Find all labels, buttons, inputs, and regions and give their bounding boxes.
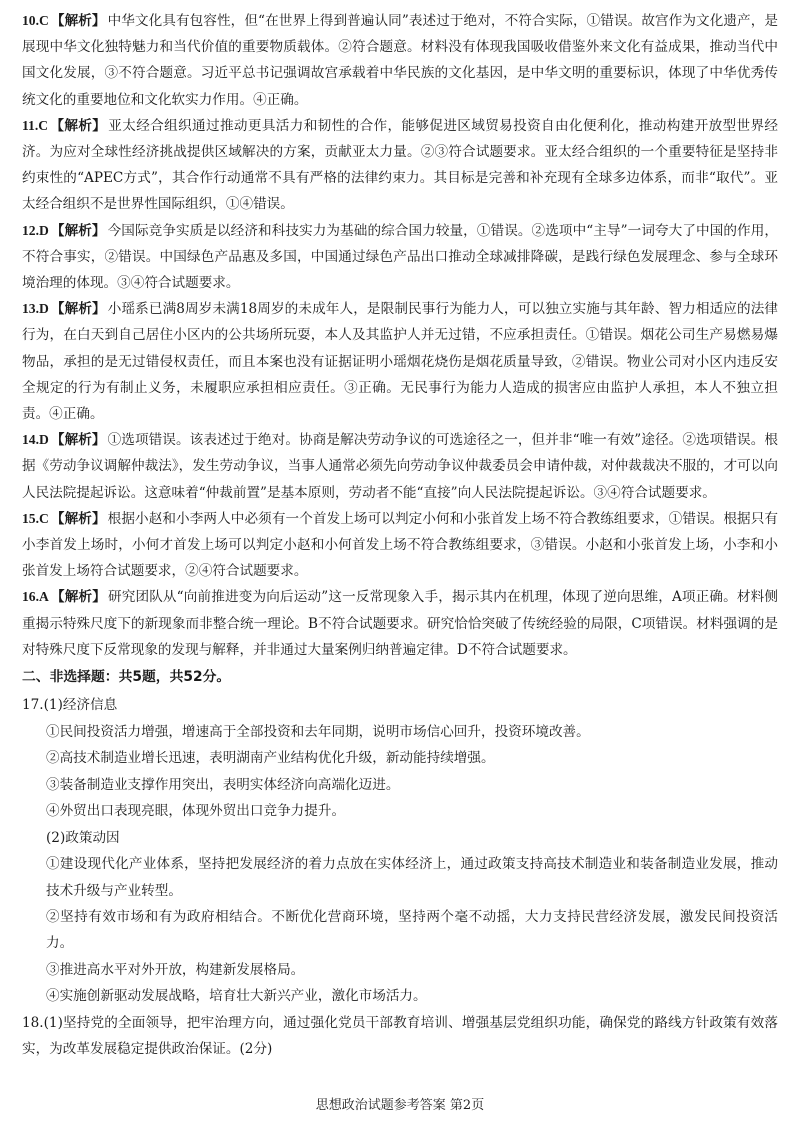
page-footer: 思想政治试题参考答案 第2页 (315, 1098, 485, 1113)
answer-item-11 (22, 113, 778, 218)
answer-item-13 (22, 296, 778, 427)
answer-item-10 (22, 8, 778, 113)
answer-number: 11.C (22, 117, 49, 133)
policy-point: ②坚持有效市场和有为政府相结合。不断优化营商环境，坚持两个毫不动摇，大力支持民营经济发展，激发民间投资活力。 (46, 908, 778, 952)
analysis-text: 研究团队从“向前推进变为向后运动”这一反常现象入手，揭示其内在机理，体现了逆向思维，A项正确。材料侧重揭示特殊尺度下的新现象而非整合统一理论。B不符合试题要求。研究恰恰突破了传统经验的局限，C项错误。材料强调的是对特殊尺度下反常现象的发现与解释，并非通过大量案例归纳普遍定律。D不符合试题要求。 (22, 589, 779, 658)
subquestion-title: (1)经济信息 (43, 697, 118, 714)
analysis-tag: 【解析】 (50, 510, 106, 527)
question-17-heading (22, 691, 778, 719)
analysis-text: 小瑶系已满8周岁未满18周岁的未成年人，是限制民事行为能力人，可以独立实施与其年龄、智力相适应的法律行为，在白天到自己居住小区内的公共场所玩耍，本人及其监护人并无过错，不应承担责任。①错误。烟花公司生产易燃易爆物品，承担的是无过错侵权责任，而且本案也没有证据证明小瑶烟花烧伤是烟花质量导致，②错误。物业公司对小区内违反安全规定的行为有制止义务，未履职应承担相应责任。③正确。无民事行为能力人造成的损害应由监护人承担，本人不独立担责。④正确。 (22, 301, 778, 423)
econ-point: ①民间投资活力增强，增速高于全部投资和去年同期，说明市场信心回升，投资环境改善。 (46, 724, 590, 741)
policy-point: ④实施创新驱动发展战略，培育壮大新兴产业，激化市场活力。 (46, 988, 427, 1005)
analysis-text: 今国际竞争实质是以经济和科技实力为基础的综合国力较量，①错误。②选项中“主导”一词夸大了中国的作用，不符合事实，②错误。中国绿色产品惠及多国，中国通过绿色产品出口推动全球减排降碳，是践行绿色发展理念、参与全球环境治理的体现。③④符合试题要求。 (22, 222, 779, 292)
answer-number: 10.C (22, 13, 49, 28)
section-heading: 二、非选择题：共5题，共52分。 (22, 669, 231, 686)
policy-point: ③推进高水平对外开放，构建新发展格局。 (46, 961, 305, 978)
question-number: 18. (22, 1014, 44, 1031)
analysis-text: 根据小赵和小李两人中必须有一个首发上场可以判定小何和小张首发上场不符合教练组要求，①错误。根据只有小李首发上场时，小何才首发上场可以判定小赵和小何首发上场不符合教练组要求，③错误。小赵和小张首发上场，小李和小张首发上场符合试题要求，②④符合试题要求。 (22, 510, 779, 580)
answer-number: 12.D (22, 222, 49, 238)
answer-item-14 (22, 427, 778, 506)
answer-page (22, 8, 778, 1062)
answer-number: 15.C (22, 510, 49, 526)
analysis-tag: 【解析】 (50, 589, 106, 606)
econ-point: ③装备制造业支撑作用突出，表明实体经济向高端化迈进。 (46, 776, 400, 793)
answer-text: (1)坚持党的全面领导，把牢治理方向，通过强化党员干部教育培训、增强基层党组织功能，确保党的路线方针政策有效落实，为改革发展稳定提供政治保证。(2分) (22, 1014, 778, 1057)
question-number: 17. (22, 697, 44, 714)
analysis-tag: 【解析】 (50, 222, 106, 239)
answer-item-16 (22, 584, 778, 663)
answer-item-15 (22, 506, 778, 585)
analysis-text: 亚太经合组织通过推动更具活力和韧性的合作，能够促进区域贸易投资自由化便利化，推动构建开放型世界经济。为应对全球性经济挑战提供区域解决的方案，贡献亚太力量。②③符合试题要求。亚太经合组织的一个重要特征是坚持非约束性的“APEC方式”，其合作行动通常不具有严格的法律约束力。其目标是完善和补充现有全球多边体系，而非“取代”。亚太经合组织不是世界性国际组织，①④错误。 (22, 117, 779, 213)
econ-point: ②高技术制造业增长迅速，表明湖南产业结构优化升级，新动能持续增强。 (46, 750, 495, 767)
analysis-tag: 【解析】 (50, 117, 107, 134)
answer-item-12 (22, 218, 778, 297)
question-18 (22, 1010, 778, 1063)
answer-number: 14.D (22, 432, 49, 448)
policy-point: ①建设现代化产业体系，坚持把发展经济的着力点放在实体经济上，通过政策支持高技术制造业和装备制造业发展，推动技术升级与产业转型。 (46, 856, 778, 899)
analysis-tag: 【解析】 (50, 301, 106, 318)
econ-point: ④外贸出口表现亮眼，体现外贸出口竞争力提升。 (46, 803, 346, 820)
answer-number: 13.D (22, 301, 49, 317)
subquestion-title: (2)政策动因 (46, 829, 120, 846)
analysis-tag: 【解析】 (50, 432, 106, 449)
analysis-text: 中华文化具有包容性，但“在世界上得到普遍认同”表述过于绝对，不符合实际，①错误。故宫作为文化遗产，是展现中华文化独特魅力和当代价值的重要物质载体。②符合题意。材料没有体现我国吸收借鉴外来文化有益成果，推动当代中国文化发展，③不符合题意。习近平总书记强调故宫承载着中华民族的文化基因，是中华文明的重要标识，体现了中华优秀传统文化的重要地位和文化软实力作用。④正确。 (22, 13, 779, 108)
analysis-text: ①选项错误。该表述过于绝对。协商是解决劳动争议的可选途径之一，但并非“唯一有效”途径。②选项错误。根据《劳动争议调解仲裁法》，发生劳动争议，当事人通常必须先向劳动争议仲裁委员会申请仲裁，对仲裁裁决不服的，才可以向人民法院提起诉讼。这意味着“仲裁前置”是基本原则，劳动者不能“直接”向人民法院提起诉讼。③④符合试题要求。 (22, 432, 779, 501)
analysis-tag: 【解析】 (50, 13, 106, 29)
answer-number: 16.A (22, 589, 49, 605)
